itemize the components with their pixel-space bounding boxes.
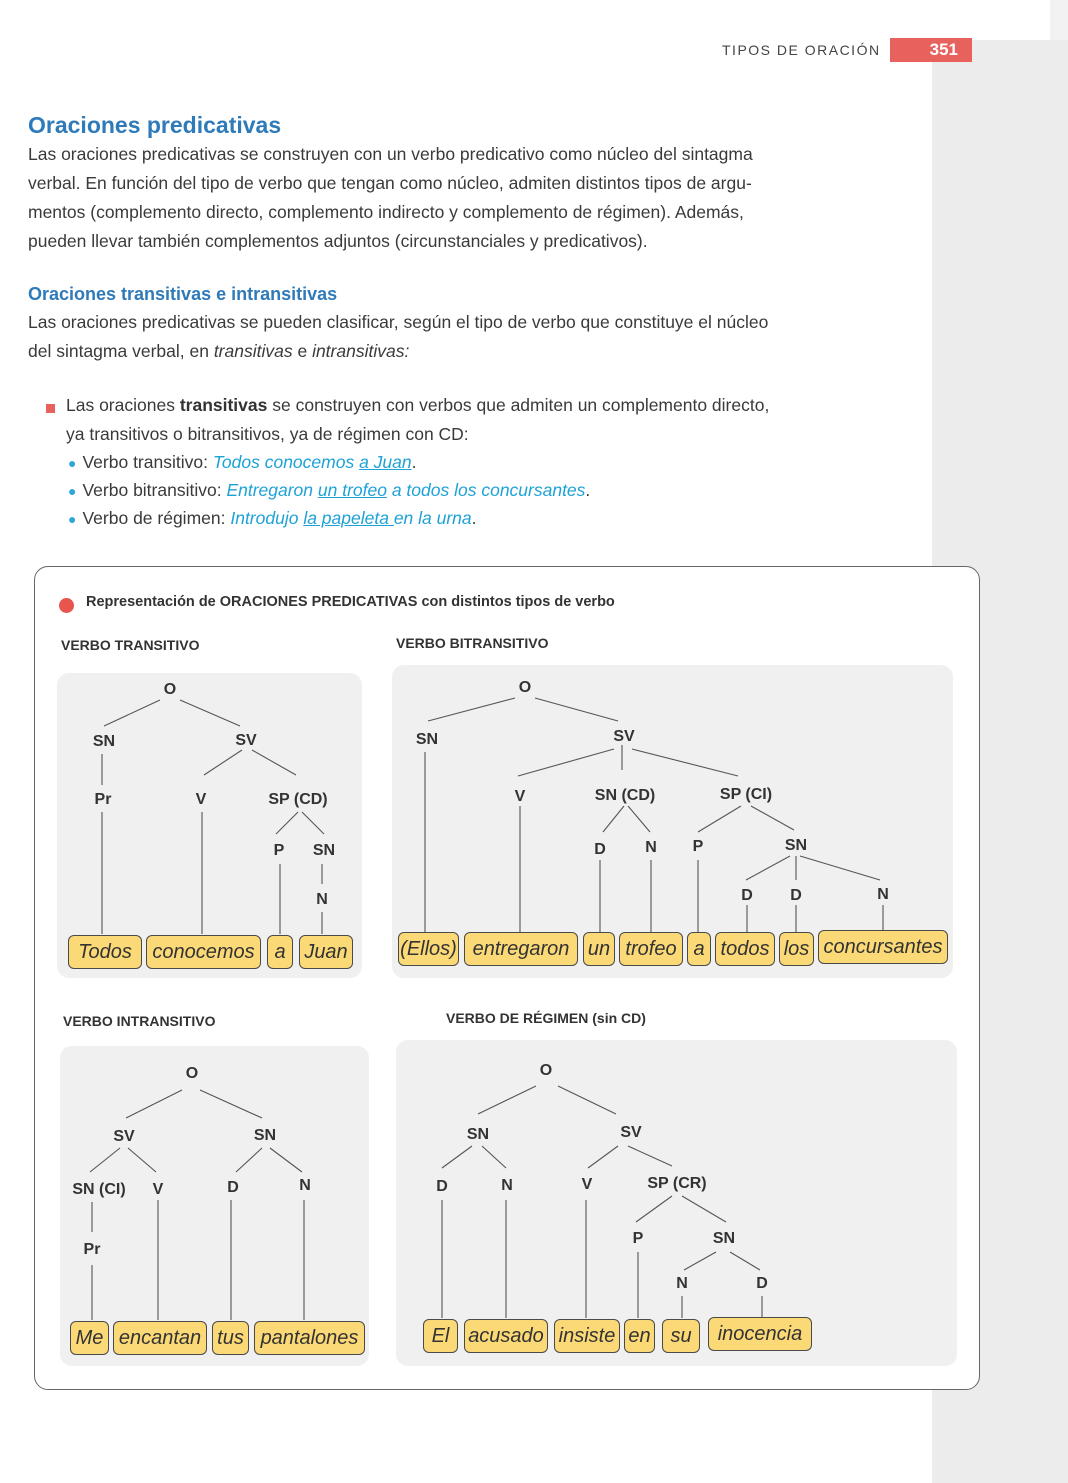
word-box: El [423,1319,458,1353]
tree-node: Pr [94,791,112,808]
subsection-title: Oraciones transitivas e intransitivas [28,284,338,304]
bold-term: transitivas [179,395,268,415]
example-label: Verbo transitivo: [82,452,213,472]
word-box: los [779,932,814,966]
example-text: Entregaron [226,480,318,500]
tree-transitivo [93,681,335,934]
tree-node: SN [92,733,116,750]
tree-node: SN (CI) [72,1181,126,1198]
word-box: un [583,932,615,966]
tree-node: V [195,791,207,808]
tree-node: SN [784,837,808,854]
word-box: inocencia [708,1317,812,1351]
intro-line: verbal. En función del tipo de verbo que tengan como núcleo, admiten distintos tipos de argu- [28,173,752,193]
tree-node: SN [415,731,439,748]
tree-node: D [594,841,606,858]
text-run: e [292,341,313,361]
tree-intransitivo [72,1065,310,1320]
tree-node: N [676,1275,688,1292]
word-box: encantan [113,1321,207,1355]
example-text: en la urna [393,508,472,528]
word-box: su [662,1319,700,1353]
word-box: Juan [299,935,353,969]
tree-node: O [539,1062,553,1079]
word-box: a [687,932,711,966]
example-underlined: un trofeo [317,480,387,500]
tree-title-intransitivo: VERBO INTRANSITIVO [63,1013,216,1029]
tree-node: SV [113,1128,135,1145]
word-box: insiste [554,1319,620,1353]
page-number: 351 [890,38,972,62]
tree-node: N [299,1177,311,1194]
word-box: conocemos [146,935,261,969]
tree-node: SN [312,842,336,859]
word-box: en [624,1319,655,1353]
word-box: Me [70,1321,109,1355]
example-end: . [471,508,477,528]
word-box: (Ellos) [398,932,459,966]
tree-node: N [316,891,328,908]
intro-line: pueden llevar también complementos adjuntos (circunstanciales y predicativos). [28,231,648,251]
tree-node: SP (CR) [647,1175,707,1192]
example-underlined: la papeleta [303,508,394,528]
tree-node: O [185,1065,199,1082]
example-text: Todos conocemos [212,452,360,472]
example-label: Verbo de régimen: [82,508,231,528]
word-box: tus [212,1321,249,1355]
tree-node: P [692,838,704,855]
tree-regimen [436,1062,768,1318]
tree-node: D [756,1275,768,1292]
tree-node: SN [253,1127,277,1144]
text-run: Las oraciones [66,395,180,415]
example-underlined: a Juan [359,452,412,472]
bullet-dot-icon: ● [68,511,77,527]
subsection-line: Las oraciones predicativas se pueden clasificar, según el tipo de verbo que constituye el núcleo [28,312,769,332]
example-end: . [585,480,591,500]
word-box: entregaron [464,932,578,966]
word-box: concursantes [818,930,948,964]
tree-node: V [152,1181,164,1198]
section-title: Oraciones predicativas [28,112,282,138]
tree-node: D [790,887,802,904]
intro-line: mentos (complemento directo, complemento indirecto y complemento de régimen). Además, [28,202,744,222]
tree-title-regimen: VERBO DE RÉGIMEN (sin CD) [446,1010,646,1026]
tree-node: SV [620,1124,642,1141]
tree-title-transitivo: VERBO TRANSITIVO [61,637,200,653]
tree-node: Pr [83,1241,101,1258]
tree-node: N [877,886,889,903]
tree-node: V [514,788,526,805]
example-end: . [411,452,417,472]
tree-node: SV [613,728,635,745]
tree-node: N [501,1177,513,1194]
word-box: pantalones [254,1321,365,1355]
tree-node: SN [466,1126,490,1143]
bullet-dot-icon: ● [68,455,77,471]
text-run: del sintagma verbal, en [28,341,214,361]
tree-node: P [632,1230,644,1247]
tree-title-bitransitivo: VERBO BITRANSITIVO [396,635,549,651]
figure-title: Representación de ORACIONES PREDICATIVAS con distintos tipos de verbo [86,594,615,610]
word-box: Todos [68,935,142,969]
tree-node: D [227,1179,239,1196]
tree-node: O [163,681,177,698]
word-box: acusado [464,1319,548,1353]
example-text: Introdujo [230,508,304,528]
example-text: a todos los concursantes [386,480,586,500]
word-box: todos [715,932,775,966]
tree-node: P [273,842,285,859]
word-box: trofeo [619,932,683,966]
tree-node: N [645,839,657,856]
bullet-line: ya transitivos o bitransitivos, ya de régimen con CD: [66,424,469,444]
tree-node: SN (CD) [594,787,656,804]
tree-bitransitivo [416,679,889,932]
tree-node: SN [712,1230,736,1247]
tree-node: D [436,1178,448,1195]
intro-line: Las oraciones predicativas se construyen con un verbo predicativo como núcleo del sintagma [28,144,753,164]
tree-node: SP (CI) [719,786,773,803]
tree-node: SP (CD) [268,791,328,808]
running-head: TIPOS DE ORACIÓN [722,42,881,58]
em-intransitivas: intransitivas: [312,341,410,361]
em-transitivas: transitivas [213,341,293,361]
word-box: a [267,935,293,969]
tree-node: D [741,887,753,904]
example-label: Verbo bitransitivo: [82,480,227,500]
tree-node: V [581,1176,593,1193]
tree-node: SV [235,732,257,749]
text-run: se construyen con verbos que admiten un complemento directo, [267,395,770,415]
tree-node: O [518,679,532,696]
bullet-dot-icon: ● [68,483,77,499]
